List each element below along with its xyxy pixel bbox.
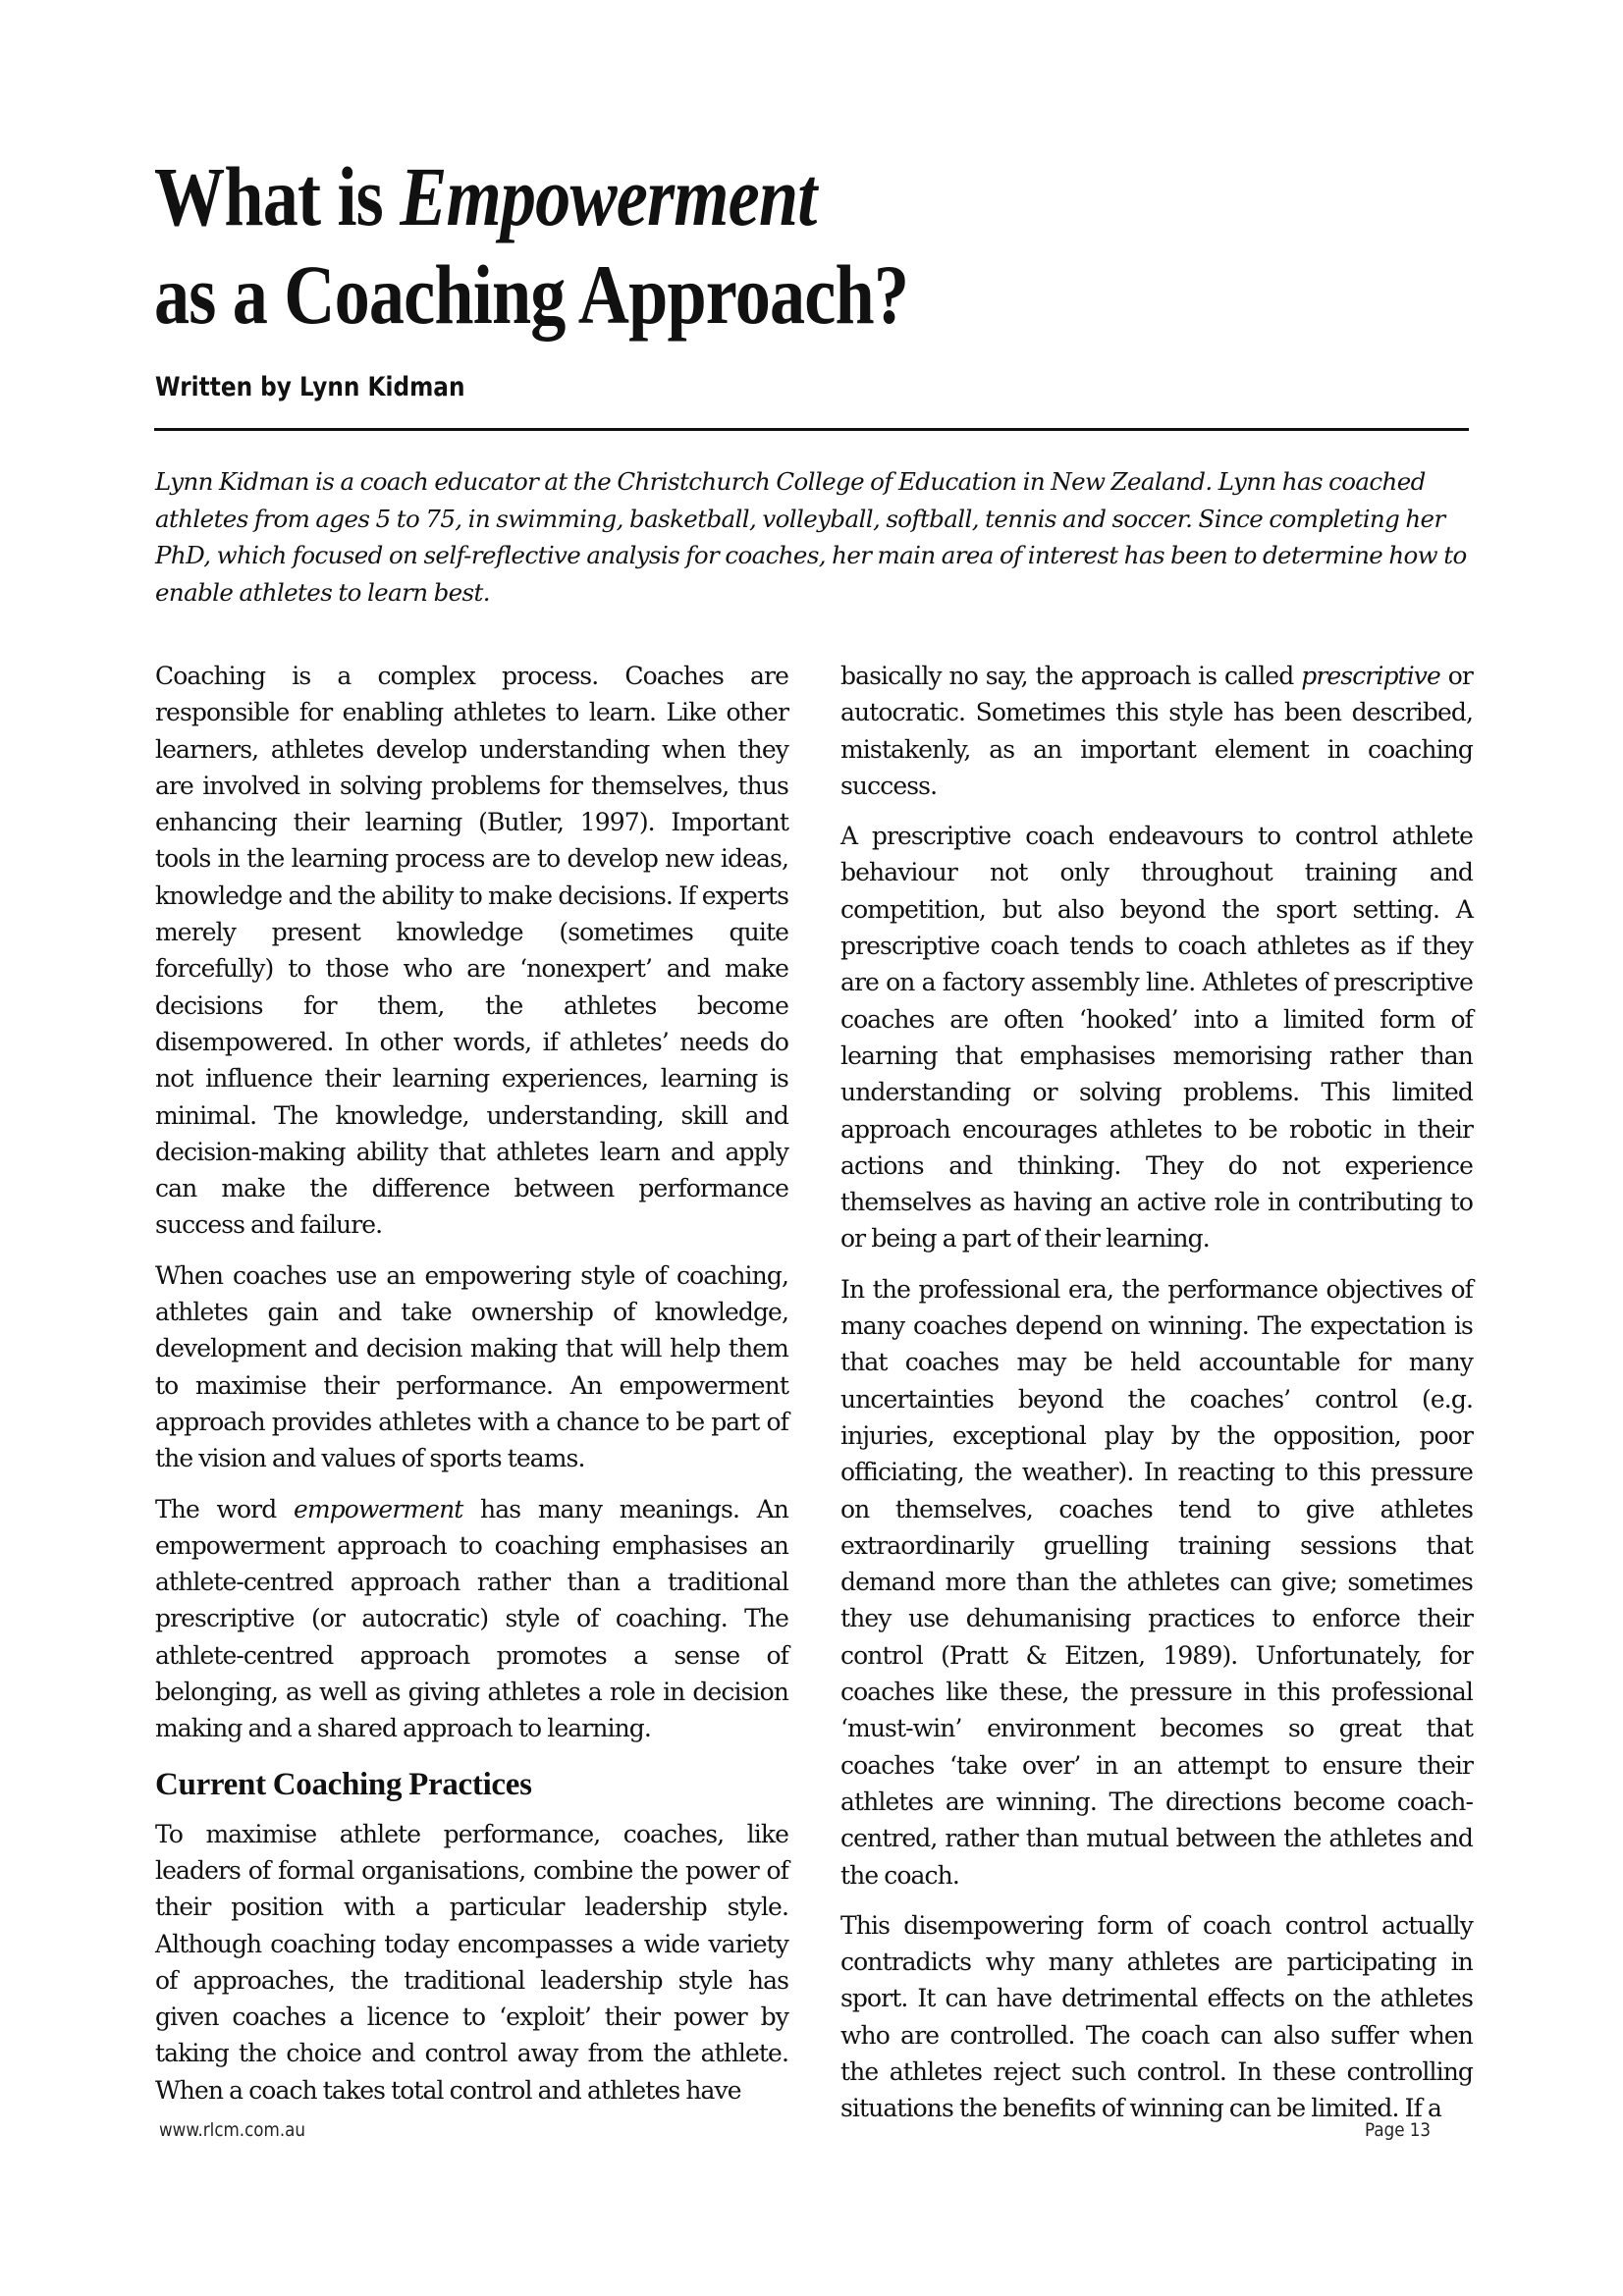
paragraph: In the professional era, the performance objectives of many coaches depend on winning. The expectation is that coaches may be held accountable for many uncertainties beyond the coaches’ control (e.g. injuries, exceptional play by the opposition, poor officiating, the weather). In reacting to this pressure on themselves, coaches tend to give athletes extraordinarily gruelling training sessions that demand more than the athletes can give; sometimes they use dehumanising practices to enforce their control (Pratt & Eitzen, 1989). Unfortunately, for coaches like these, the pressure in this professional ‘must-win’ environment becomes so great that coaches ‘take over’ in an attempt to ensure their athletes are winning. The directions become coach-centred, rather than mutual between the athletes and the coach. (840, 1274, 1473, 1890)
page-number: Page 13 (1365, 2119, 1432, 2141)
emphasis-text: prescriptive (1301, 662, 1440, 690)
text-run: The word (155, 1494, 294, 1523)
title-emphasis: Empowerment (400, 149, 817, 243)
right-column (840, 658, 1473, 2141)
title-prefix: What is (154, 149, 401, 243)
paragraph: When coaches use an empowering style of coaching, athletes gain and take ownership of knowledge, development and decision making that will help them to maximise their performance. An empowerment approach provides athletes with a chance to be part of the vision and values of sports teams. (155, 1260, 788, 1473)
section-heading: Current Coaching Practices (155, 1766, 532, 1802)
text-run: or autocratic. Sometimes this style has been described, mistakenly, as an important element in coaching success. (840, 662, 1473, 800)
author-bio: Lynn Kidman is a coach educator at the Christchurch College of Education in New Zealand. Lynn has coached athletes from ages 5 to 75, in swimming, basketball, volleyball, softball, tennis and soccer. Since completing her PhD, which focused on self-reflective analysis for coaches, her main area of interest has been to determine how to enable athletes to learn best. (155, 467, 1467, 607)
paragraph: Coaching is a complex process. Coaches are responsible for enabling athletes to learn. Like other learners, athletes develop understanding when they are involved in solving problems for themselves, thus enhancing their learning (Butler, 1997). Important tools in the learning process are to develop new ideas, knowledge and the ability to make decisions. If experts merely present knowledge (sometimes quite forcefully) to those who are ‘nonexpert’ and make decisions for them, the athletes become disempowered. In other words, if athletes’ needs do not influence their learning experiences, learning is minimal. The knowledge, understanding, skill and decision-making ability that athletes learn and apply can make the difference between performance success and failure. (155, 662, 788, 1240)
title-line-2: as a Coaching Approach? (154, 247, 909, 342)
paragraph (155, 1491, 788, 1747)
footer-website-link[interactable]: www.rlcm.com.au (159, 2119, 305, 2141)
text-run: has many meanings. An empowerment approach to coaching emphasises an athlete-centred approach rather than a traditional prescriptive (or autocratic) style of coaching. The athlete-centred approach promotes a sense of belonging, as well as giving athletes a role in decision making and a shared approach to learning. (155, 1494, 788, 1743)
paragraph: This disempowering form of coach control actually contradicts why many athletes are participating in sport. It can have detrimental effects on the athletes who are controlled. The coach can also suffer when the athletes reject such control. In these controlling situations the benefits of winning can be limited. If a (840, 1910, 1473, 2123)
title-line-1 (154, 149, 816, 243)
paragraph (840, 658, 1473, 804)
left-column (155, 658, 788, 2122)
header-divider (154, 428, 1469, 431)
emphasis-text: empowerment (293, 1494, 463, 1523)
text-run: basically no say, the approach is called (840, 662, 1302, 690)
article-title (154, 147, 1260, 344)
paragraph: A prescriptive coach endeavours to control athlete behaviour not only throughout training and competition, but also beyond the sport setting. A prescriptive coach tends to coach athletes as if they are on a factory assembly line. Athletes of prescriptive coaches are often ‘hooked’ into a limited form of learning that emphasises memorising rather than understanding or solving problems. This limited approach encourages athletes to be robotic in their actions and thinking. They do not experience themselves as having an active role in contributing to or being a part of their learning. (840, 822, 1473, 1254)
author-byline: Written by Lynn Kidman (155, 372, 465, 402)
paragraph: To maximise athlete performance, coaches, like leaders of formal organisations, combine the power of their position with a particular leadership style. Although coaching today encompasses a wide variety of approaches, the traditional leadership style has given coaches a licence to ‘exploit’ their power by taking the choice and control away from the athlete. When a coach takes total control and athletes have (155, 1819, 788, 2105)
